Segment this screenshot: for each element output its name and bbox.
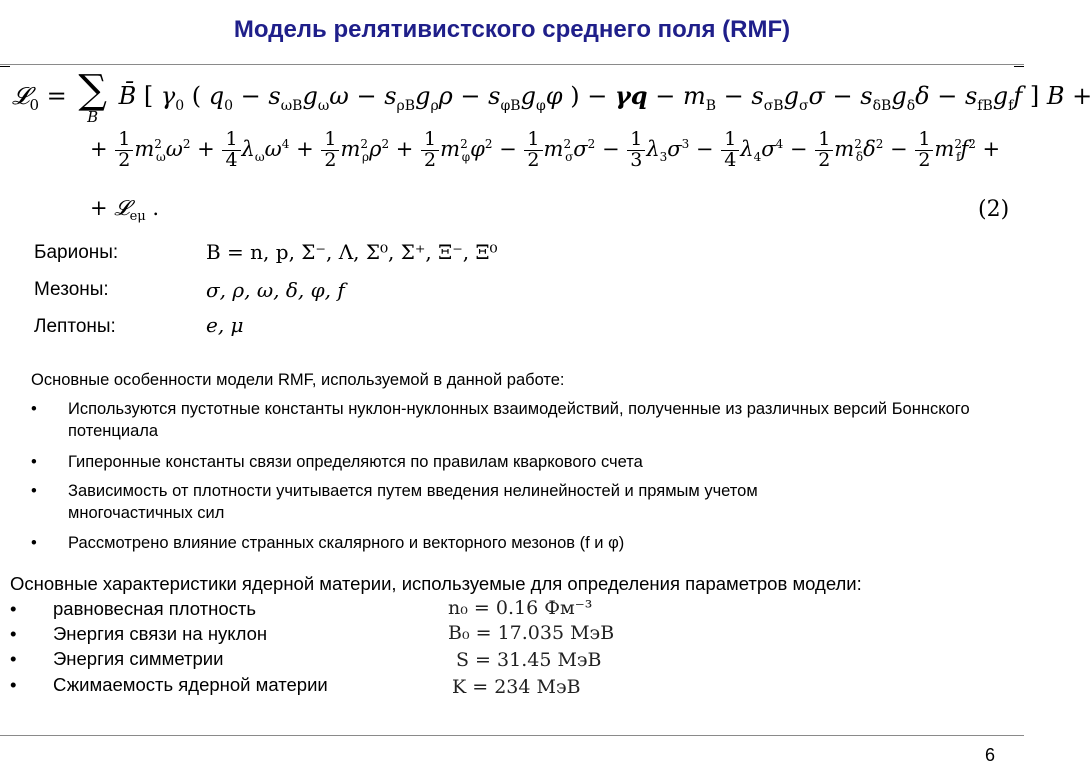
nuclear-label: Энергия симметрии (53, 648, 224, 669)
nuclear-item (10, 598, 256, 620)
mesons-value: σ, ρ, ω, δ, φ, f (206, 278, 345, 302)
bullet-mark: • (10, 623, 17, 644)
bullet-mark: • (31, 400, 37, 418)
top-divider (0, 64, 1024, 65)
baryons-label: Барионы: (34, 242, 119, 263)
lagrangian-line-1: 𝓛$_0$ = ∑ B B̄ [ $\gamma_0$ ( $q_0 - s_{\omega B}g_\omega\omega - s_{\rho B}g_\rho\rho - s_{\varphi B}g_\varphi\varphi$ ) − $\gamma q - m_B - s_{\sigma B}g_\sigma\sigma - s_{\delta B}g_\delta\delta - s_{fB}g_ff$ ] B + (12, 67, 1092, 126)
feature-item (31, 532, 996, 554)
bottom-divider (0, 735, 1024, 736)
features-intro: Основные особенности модели RMF, используемой в данной работе: (31, 371, 565, 389)
lagrangian-line-3: + 𝓛$_{e\mu}$ . (90, 196, 160, 225)
nuclear-intro: Основные характеристики ядерной материи, используемые для определения параметров модели: (10, 573, 862, 594)
bullet-mark: • (10, 648, 17, 669)
right-corner-tick (1014, 66, 1024, 67)
nuclear-label: Сжимаемость ядерной материи (53, 674, 328, 695)
leptons-label: Лептоны: (34, 316, 116, 337)
leptons-value: e, μ (206, 313, 244, 337)
nuclear-item (10, 648, 224, 670)
page-number: 6 (985, 745, 996, 765)
nuclear-item (10, 674, 328, 696)
feature-text: Гиперонные константы связи определяются по правилам кваркового счета (68, 453, 643, 471)
bullet-mark: • (31, 482, 37, 500)
nuclear-item (10, 623, 268, 645)
feature-item (31, 398, 996, 442)
equation-number: (2) (978, 197, 1010, 222)
lagrangian-line-2: + $\frac{1}{2}$ $m^2_\omega\omega^2$ + $\frac{1}{4}$ $\lambda_\omega\omega^4$ + $\frac{1}{2}$ $m^2_\rho\rho^2$ + $\frac{1}{2}$ $m^2_\varphi\varphi^2$ − $\frac{1}{2}$ $m^2_\sigma\sigma^2$ − $\frac{1}{3}$ $\lambda_3\sigma^3$ − $\frac{1}{4}$ $\lambda_4\sigma^4$ − $\frac{1}{2}$ $m^2_\delta\delta^2$ − $\frac{1}{2}$ $m^2_ff^2$ + (90, 128, 1001, 171)
slide-title: Модель релятивистского среднего поля (RMF) (233, 16, 791, 43)
nuclear-value: S = 31.45 МэВ (456, 649, 602, 671)
mesons-label: Мезоны: (34, 279, 109, 300)
nuclear-value: B₀ = 17.035 МэВ (448, 622, 615, 644)
bullet-mark: • (31, 534, 37, 552)
feature-text: Используются пустотные константы нуклон-нуклонных взаимодействий, полученные из различных версий Боннского потенциала (68, 400, 970, 440)
feature-item (31, 451, 996, 473)
nuclear-value: K = 234 МэВ (452, 676, 581, 698)
feature-item (31, 480, 996, 524)
bullet-mark: • (31, 453, 37, 471)
nuclear-label: Энергия связи на нуклон (53, 623, 268, 644)
baryons-value: B = n, p, Σ⁻, Λ, Σ⁰, Σ⁺, Ξ⁻, Ξ⁰ (206, 240, 498, 264)
bullet-mark: • (10, 598, 17, 619)
sum-symbol: ∑ B (78, 67, 107, 126)
feature-text: Рассмотрено влияние странных скалярного и векторного мезонов (f и φ) (68, 534, 625, 552)
left-corner-tick (0, 66, 10, 67)
nuclear-label: равновесная плотность (53, 598, 256, 619)
feature-text: Зависимость от плотности учитывается путем введения нелинейностей и прямым учетом многочастичных сил (68, 482, 758, 522)
bullet-mark: • (10, 674, 17, 695)
nuclear-value: n₀ = 0.16 Фм⁻³ (448, 597, 593, 619)
